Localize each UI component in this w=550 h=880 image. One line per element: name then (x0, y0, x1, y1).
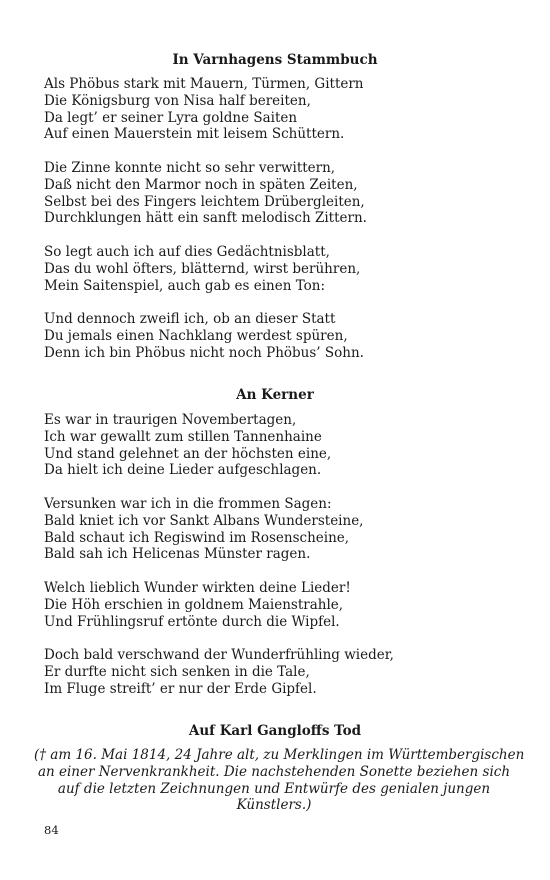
stanza (44, 647, 394, 697)
verse-line: Daß nicht den Marmor noch in späten Zeiten, (44, 176, 358, 193)
stanza (44, 76, 364, 143)
verse-line: Das du wohl öfters, blätternd, wirst berühren, (44, 260, 361, 277)
verse-line: So legt auch ich auf dies Gedächtnisblatt, (44, 244, 330, 260)
poem-title-gangloff: Auf Karl Gangloffs Tod (188, 723, 362, 739)
stanza (44, 580, 351, 630)
verse-line: Und stand gelehnet an der höchsten eine, (44, 445, 332, 462)
verse-line: Es war in traurigen Novembertagen, (44, 412, 297, 428)
verse-line: Da hielt ich deine Lieder aufgeschlagen. (44, 462, 322, 479)
verse-line: Im Fluge streift’ er nur der Erde Gipfel. (44, 680, 317, 697)
verse-line: Versunken war ich in die frommen Sagen: (44, 496, 332, 512)
verse-line: Mein Saitenspiel, auch gab es einen Ton: (44, 277, 326, 294)
note-line: auf die letzten Zeichnungen und Entwürfe des genialen jungen (57, 780, 491, 797)
dedication-note (34, 747, 525, 814)
stanza (44, 412, 331, 479)
verse-line: Die Höh erschien in goldnem Maienstrahle, (44, 596, 344, 613)
verse-line: Du jemals einen Nachklang werdest spüren, (44, 327, 348, 344)
verse-line: Er durfte nicht sich senken in die Tale, (44, 663, 310, 680)
verse-line: Und dennoch zweifl ich, ob an dieser Statt (44, 311, 336, 327)
verse-line: Ich war gewallt zum stillen Tannenhaine (44, 428, 322, 445)
verse-line: Und Frühlingsruf ertönte durch die Wipfel. (44, 613, 340, 630)
verse-line: Bald schaut ich Regiswind im Rosenscheine, (44, 529, 350, 546)
poem-title-kerner: An Kerner (236, 387, 314, 403)
verse-line: Doch bald verschwand der Wunderfrühling wieder, (44, 647, 394, 663)
verse-line: Da legt’ er seiner Lyra goldne Saiten (44, 109, 298, 126)
verse-line: Die Königsburg von Nisa half bereiten, (44, 92, 311, 109)
stanza (44, 496, 363, 563)
verse-line: Bald kniet ich vor Sankt Albans Wundersteine, (44, 512, 364, 529)
verse-line: Die Zinne konnte nicht so sehr verwittern, (44, 160, 336, 176)
page-number: 84 (44, 823, 59, 837)
verse-line: Durchklungen hätt ein sanft melodisch Zittern. (44, 210, 367, 227)
stanza (44, 160, 367, 227)
verse-line: Welch lieblich Wunder wirkten deine Lieder! (44, 580, 351, 596)
verse-line: Auf einen Mauerstein mit leisem Schüttern. (44, 126, 345, 143)
poem-title-varnhagen: In Varnhagens Stammbuch (172, 52, 378, 68)
note-line: an einer Nervenkrankheit. Die nachstehenden Sonette beziehen sich (37, 763, 511, 780)
note-line: Künstlers.) (236, 797, 312, 814)
stanza (44, 244, 360, 294)
stanza (44, 311, 364, 361)
verse-line: Denn ich bin Phöbus nicht noch Phöbus’ Sohn. (44, 344, 364, 361)
verse-line: Selbst bei des Fingers leichtem Drübergleiten, (44, 193, 365, 210)
verse-line: Als Phöbus stark mit Mauern, Türmen, Gittern (44, 76, 364, 92)
note-line: († am 16. Mai 1814, 24 Jahre alt, zu Merklingen im Württembergischen (34, 747, 525, 763)
verse-line: Bald sah ich Helicenas Münster ragen. (44, 546, 311, 563)
